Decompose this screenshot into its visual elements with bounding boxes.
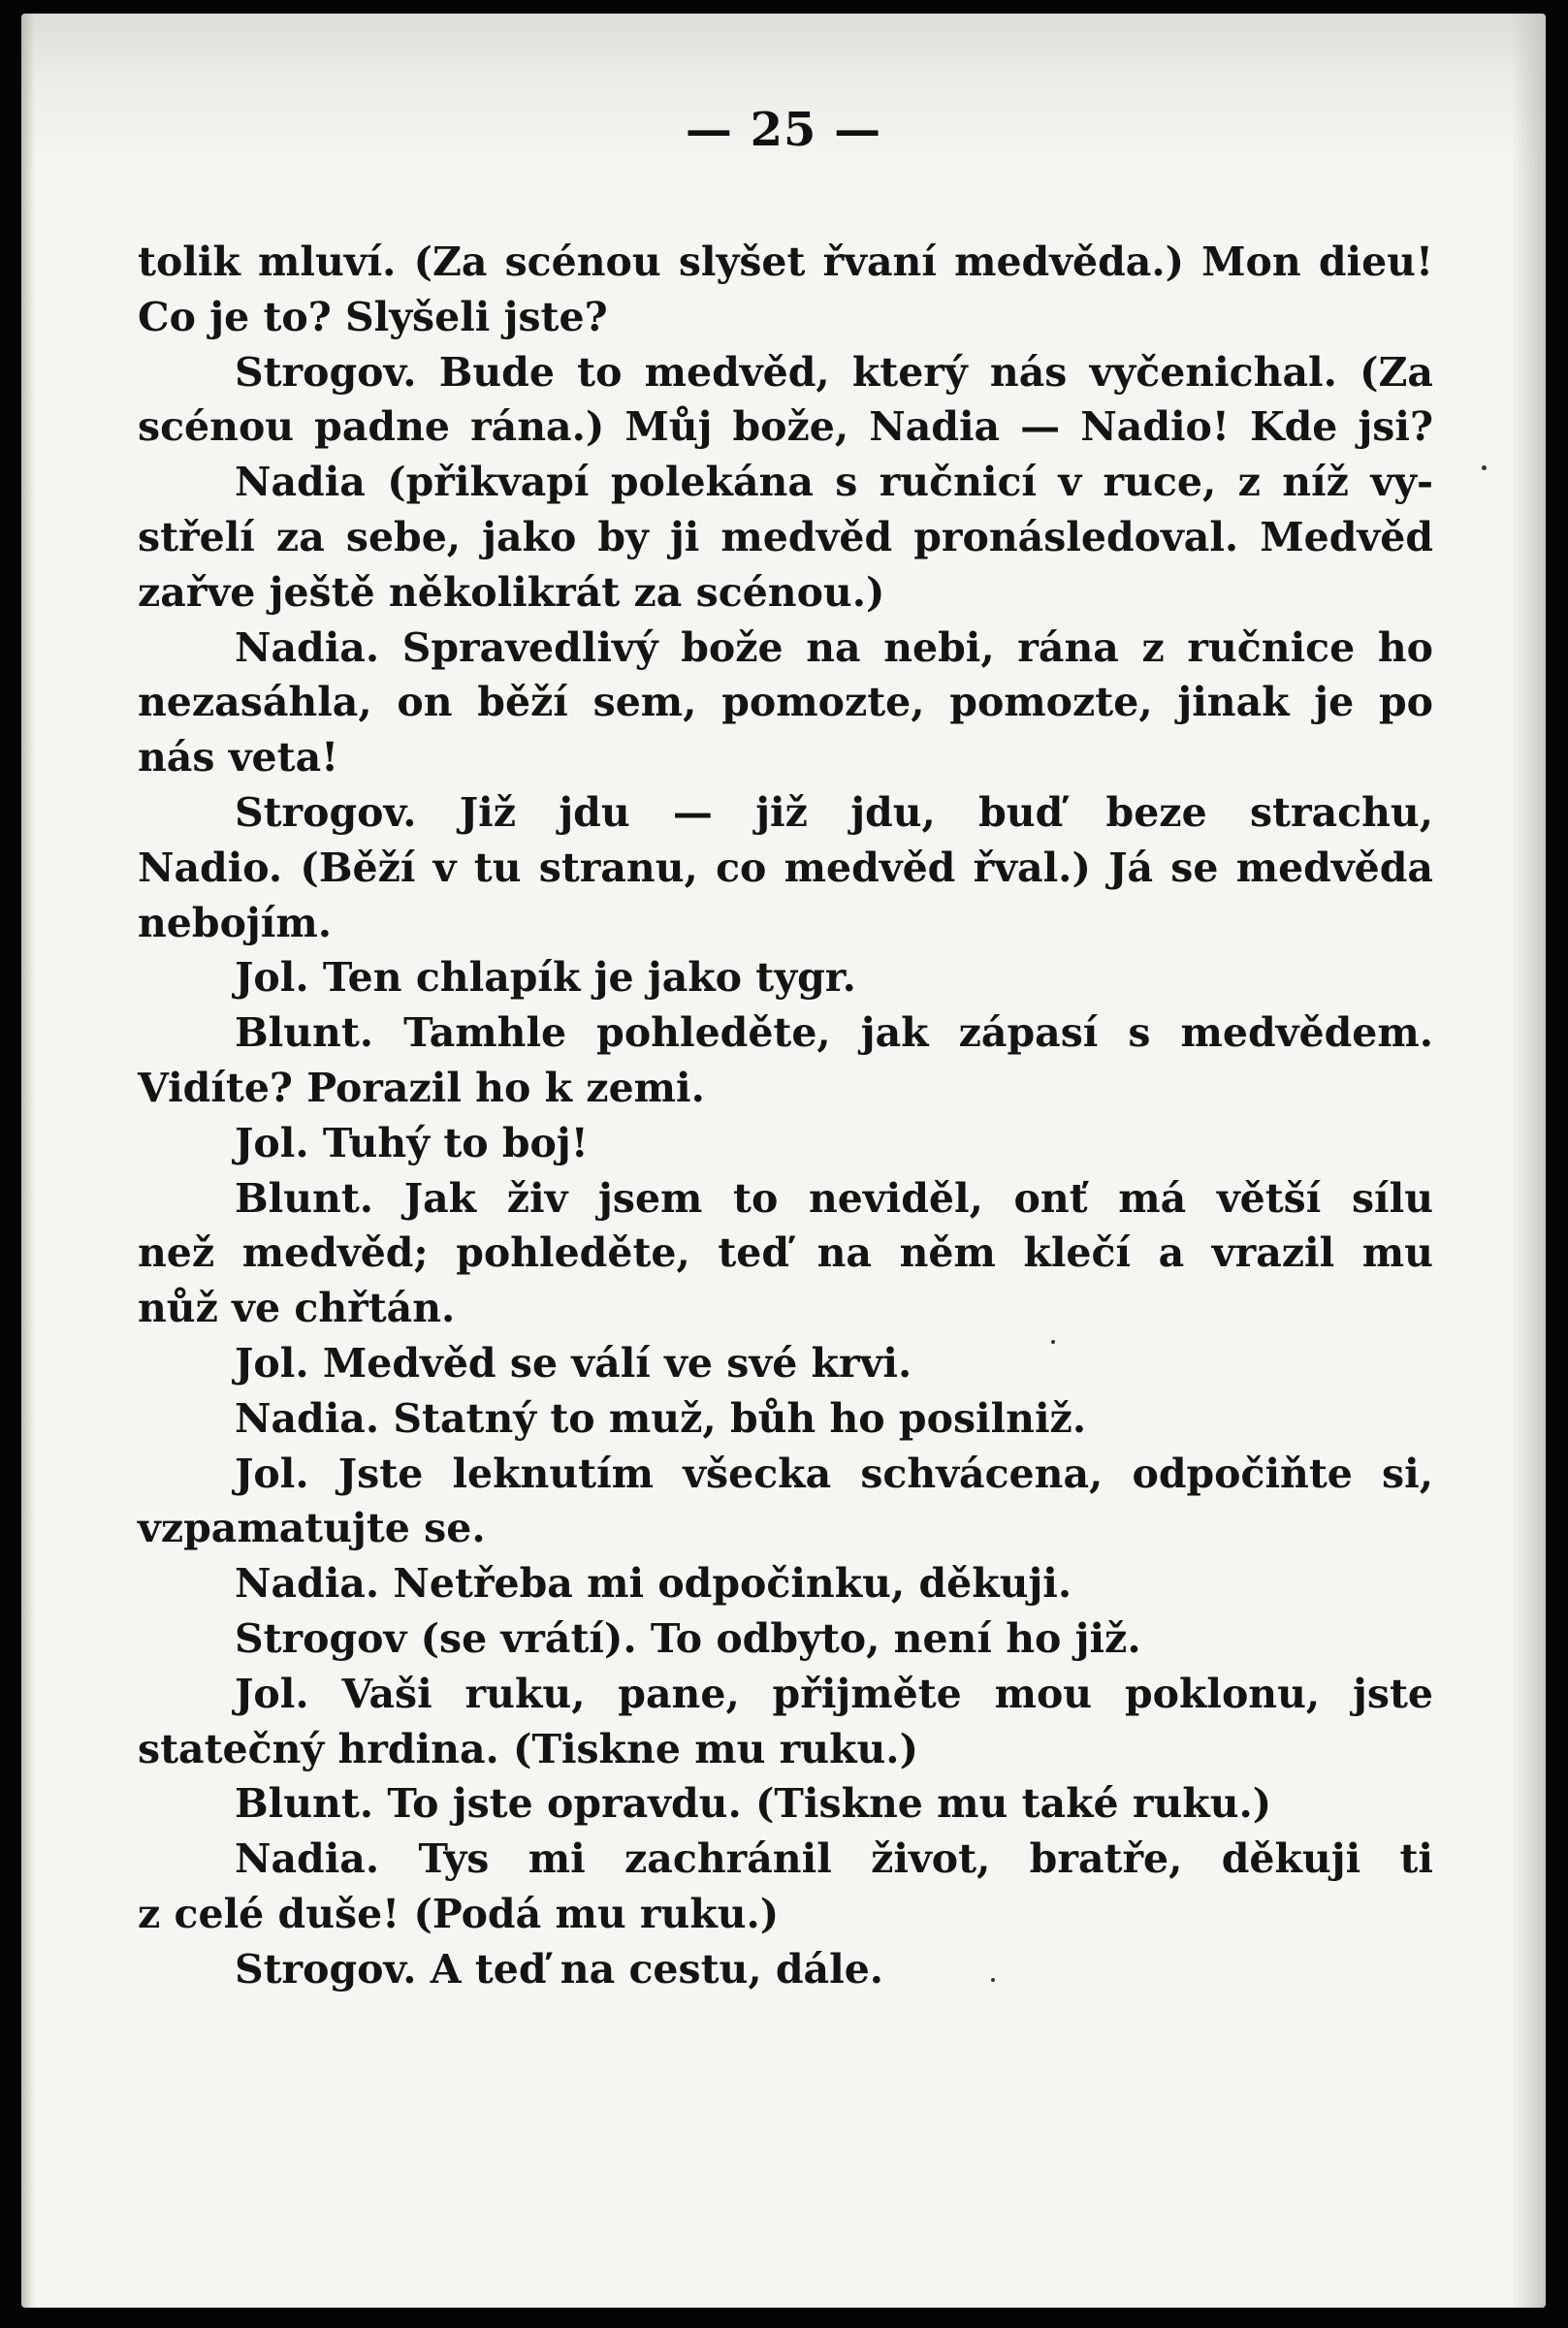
text-line: než medvěd; pohleděte, teď na něm klečí a vrazil mu: [138, 1229, 1433, 1277]
text-line: z celé duše! (Podá mu ruku.): [138, 1890, 780, 1937]
text-line: nůž ve chřtán.: [138, 1285, 456, 1332]
text-line: nebojím.: [138, 899, 332, 946]
print-speck: [1482, 465, 1487, 470]
text-line: Jol. Vaši ruku, pane, přijměte mou poklonu, jste: [235, 1670, 1433, 1717]
text-line: scénou padne rána.) Můj bože, Nadia — Nadio! Kde jsi?: [138, 403, 1433, 451]
text-line: Strogov (se vrátí). To odbyto, není ho již.: [235, 1614, 1141, 1662]
page-edge-shadow-left: [21, 14, 35, 2308]
text-line: Co je to? Slyšeli jste?: [138, 293, 608, 340]
print-speck: [991, 1978, 995, 1982]
text-line: Nadia. Netřeba mi odpočinku, děkuji.: [235, 1560, 1072, 1608]
text-line: Nadia. Statný to muž, bůh ho posilniž.: [235, 1394, 1087, 1442]
book-page: [21, 14, 1546, 2308]
text-line: tolik mluví. (Za scénou slyšet řvaní medvěda.) Mon dieu!: [138, 239, 1433, 285]
text-line: nás veta!: [138, 734, 339, 781]
text-line: Strogov. Bude to medvěd, který nás vyčenichal. (Za: [235, 348, 1433, 396]
text-line: Jol. Ten chlapík je jako tygr.: [235, 954, 856, 1002]
text-line: Nadia (přikvapí polekána s ručnicí v ruce, z níž vy-: [235, 459, 1433, 506]
text-line: Vidíte? Porazil ho k zemi.: [138, 1064, 705, 1111]
text-line: střelí za sebe, jako by ji medvěd pronásledoval. Medvěd: [138, 513, 1433, 560]
body-text: [138, 235, 1433, 1997]
text-line: vzpamatujte se.: [138, 1505, 486, 1552]
text-line: statečný hrdina. (Tiskne mu ruku.): [138, 1725, 918, 1772]
page-number: — 25 —: [685, 103, 882, 157]
text-line: Blunt. Tamhle pohleděte, jak zápasí s medvědem.: [235, 1009, 1433, 1057]
text-line: Nadia. Tys mi zachránil život, bratře, děkuji ti: [235, 1835, 1433, 1883]
text-line: zařve ještě několikrát za scénou.): [138, 568, 885, 616]
print-speck: [1051, 1340, 1055, 1344]
text-line: Blunt. To jste opravdu. (Tiskne mu také ruku.): [235, 1780, 1272, 1828]
text-line: Jol. Tuhý to boj!: [235, 1119, 589, 1166]
text-line: Nadia. Spravedlivý bože na nebi, rána z ručnice ho: [235, 623, 1433, 671]
page-edge-shadow-right: [1511, 14, 1546, 2308]
text-line: nezasáhla, on běží sem, pomozte, pomozte, jinak je po: [138, 679, 1433, 726]
text-line: Nadio. (Běží v tu stranu, co medvěd řval.) Já se medvěda: [138, 844, 1433, 891]
text-line: Blunt. Jak živ jsem to neviděl, onť má větší sílu: [235, 1174, 1433, 1222]
text-line: Jol. Jste leknutím všecka schvácena, odpočiňte si,: [235, 1450, 1433, 1497]
text-line: Strogov. Již jdu — již jdu, buď beze strachu,: [235, 788, 1433, 836]
text-line: Strogov. A teď na cestu, dále.: [235, 1945, 884, 1993]
text-line: Jol. Medvěd se válí ve své krvi.: [235, 1339, 912, 1387]
